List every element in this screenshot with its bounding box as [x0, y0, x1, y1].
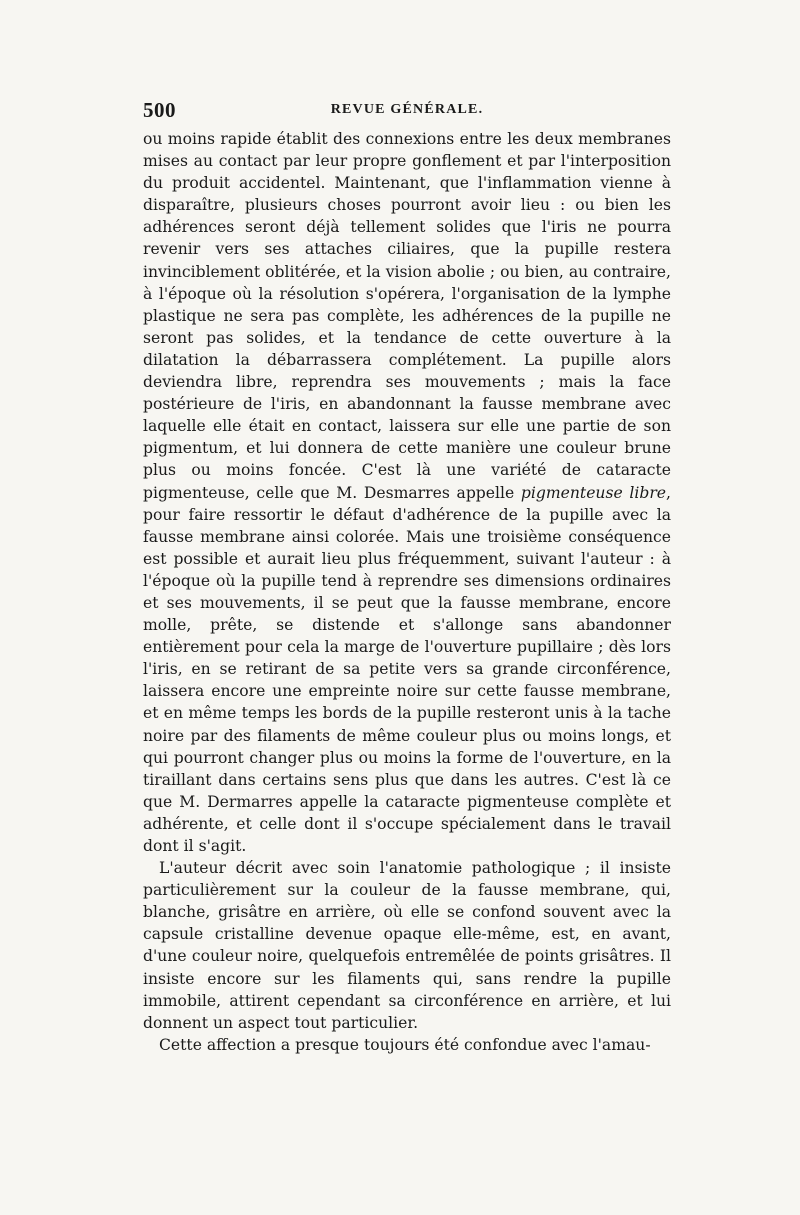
- paragraph-final: Cette affection a presque toujours été confondue avec l'amau-: [159, 1035, 651, 1054]
- page-number: 500: [143, 98, 176, 122]
- paragraph-text: , pour faire ressortir le défaut d'adhérence de la pupille avec la fausse membrane ainsi colorée. Mais une troisième conséquence est possible et aurait lieu plus fréquemment, suivant l'auteur : à l'époque où la pupille tend à reprendre ses dimensions ordinaires et ses mouvements, il se peut que la fausse membrane, encore molle, prête, se distende et s'allonge sans abandonner entièrement pour cela la marge de l'ouverture pupillaire ; dès lors l'iris, en se retirant de sa petite vers sa grande circonférence, laissera encore une empreinte noire sur cette fausse membrane, et en même temps les bords de la pupille resteront unis à la tache noire par des filaments de même couleur plus ou moins longs, et qui pourront changer plus ou moins la forme de l'ouverture, en la tiraillant dans certains sens plus que dans les autres. C'est là ce que M. Dermarres appelle la cataracte pigmenteuse complète et adhérente, et celle dont il s'occupe spécialement dans le travail dont il s'agit.: [143, 483, 672, 855]
- page-header: [143, 98, 671, 126]
- paragraph-anatomy: L'auteur décrit avec soin l'anatomie pathologique ; il insiste particulièrement sur la couleur de la fausse membrane, qui, blanche, grisâtre en arrière, où elle se confond souvent avec la capsule cristalline devenue opaque elle-même, est, en avant, d'une couleur noire, quelquefois entremêlée de points grisâtres. Il insiste encore sur les filaments qui, sans rendre la pupille immobile, attirent cependant sa circonférence en arrière, et lui donnent un aspect tout particulier.: [143, 859, 671, 1032]
- body-text: [143, 128, 671, 1056]
- italic-term: pigmenteuse libre: [520, 483, 667, 502]
- paragraph-text: ou moins rapide établit des connexions entre les deux membranes mises au contact par leur propre gonflement et par l'interposition du produit accidentel. Maintenant, que l'inflammation vienne à disparaître, plusieurs choses pourront avoir lieu : ou bien les adhérences seront déjà tellement solides que l'iris ne pourra revenir vers ses attaches ciliaires, que la pupille restera invinciblement oblitérée, et la vision abolie ; ou bien, au contraire, à l'époque où la résolution s'opérera, l'organisation de la lymphe plastique ne sera pas complète, les adhérences de la pupille ne seront pas solides, et la tendance de cette ouverture à la dilatation la débarrassera complétement. La pupille alors deviendra libre, reprendra ses mouvements ; mais la face postérieure de l'iris, en abandonnant la fausse membrane avec laquelle elle était en contact, laissera sur elle une partie de son pigmentum, et lui donnera de cette manière une couleur brune plus ou moins foncée. C'est là une variété de cataracte pigmenteuse, celle que M. Desmarres appelle: [143, 130, 671, 502]
- page-content: [143, 98, 671, 1056]
- running-head: REVUE GÉNÉRALE.: [330, 102, 484, 117]
- paragraph-continuation: [143, 128, 671, 857]
